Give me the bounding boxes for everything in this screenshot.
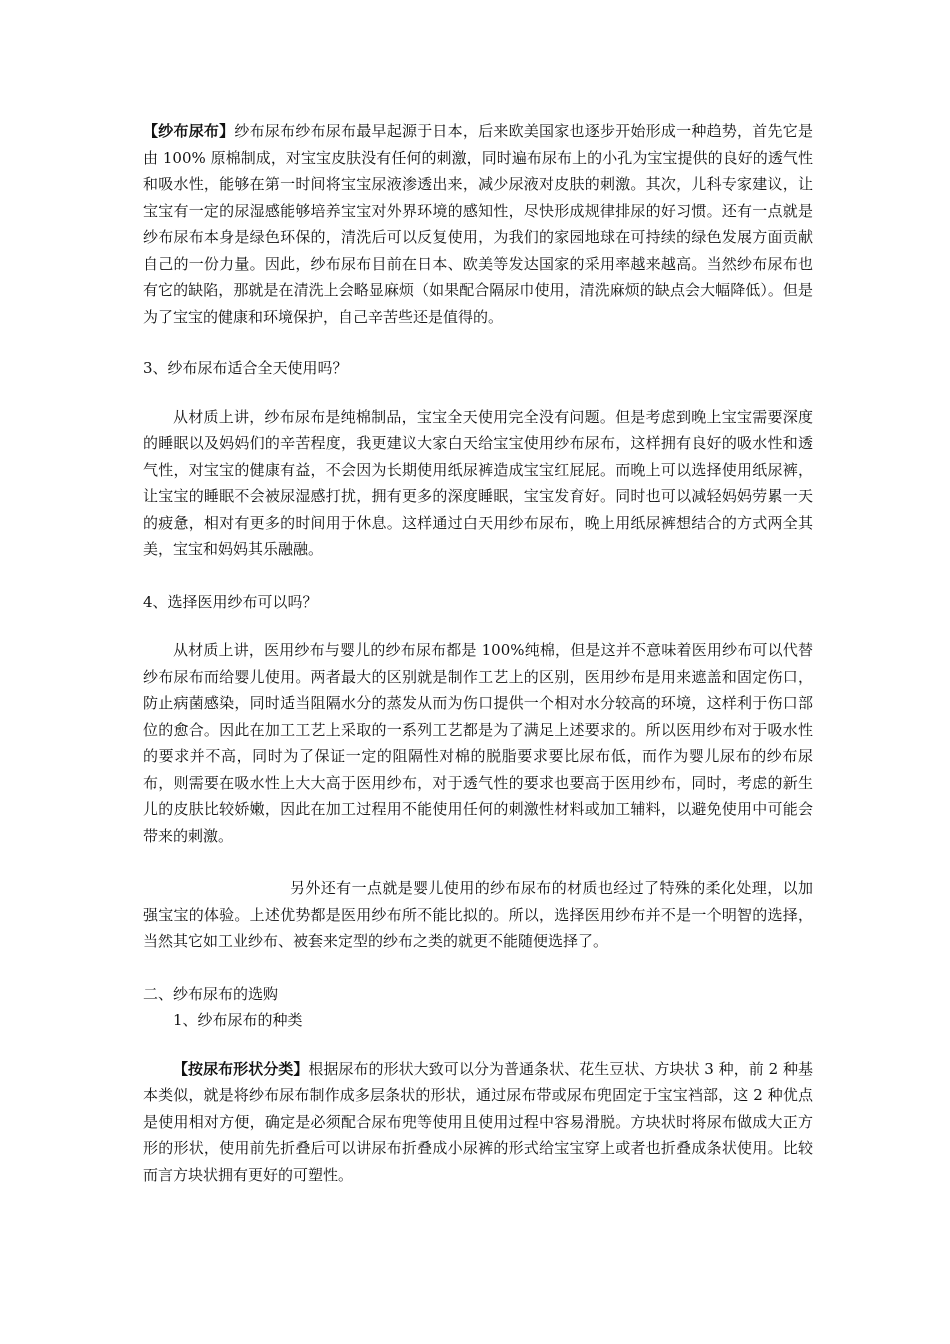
paragraph-text: 根据尿布的形状大致可以分为普通条状、花生豆状、方块状 3 种，前 2 种基本类似，就是将纱布尿布制作成多层条状的形状，通过尿布带或尿布兜固定于宝宝裆部，这 2 种优点是使用相对方便，确定是必须配合尿布兜等使用且使用过程中容易滑脱。方块状时将尿布做成大正方形的形状，使用前先折叠后可以讲尿布折叠成小尿裤的形式给宝宝穿上或者也折叠成条状使用。比较而言方块状拥有更好的可塑性。: [143, 1059, 813, 1184]
bracket-term: 【按尿布形状分类】: [173, 1059, 309, 1078]
heading-full-day-use: 3、纱布尿布适合全天使用吗？: [143, 359, 348, 377]
heading-diaper-types: 1、纱布尿布的种类: [173, 1011, 303, 1029]
paragraph-shape-classification: [143, 1056, 813, 1189]
bracket-term: 【纱布尿布】: [143, 122, 235, 140]
paragraph-text: 纱布尿布纱布尿布最早起源于日本，后来欧美国家也逐步开始形成一种趋势，首先它是由 100% 原棉制成，对宝宝皮肤没有任何的刺激，同时遍布尿布上的小孔为宝宝提供的良好的透气性和吸水性，能够在第一时间将宝宝尿液渗透出来，减少尿液对皮肤的刺激。其次，儿科专家建议，让宝宝有一定的尿湿感能够培养宝宝对外界环境的感知性，尽快形成规律排尿的好习惯。还有一点就是纱布尿布本身是绿色环保的，清洗后可以反复使用，为我们的家园地球在可持续的绿色发展方面贡献自己的一份力量。因此，纱布尿布目前在日本、欧美等发达国家的采用率越来越高。当然纱布尿布也有它的缺陷，那就是在清洗上会略显麻烦（如果配合隔尿巾使用，清洗麻烦的缺点会大幅降低）。但是为了宝宝的健康和环境保护，自己辛苦些还是值得的。: [143, 122, 813, 326]
heading-medical-gauze: 4、选择医用纱布可以吗？: [143, 592, 318, 611]
paragraph-gauze-diaper-intro: [143, 118, 813, 330]
document-page: [143, 118, 813, 1188]
heading-section-purchase: 二、纱布尿布的选购: [143, 984, 279, 1003]
paragraph-softening-treatment: 另外还有一点就是婴儿使用的纱布尿布的材质也经过了特殊的柔化处理，以加强宝宝的体验。上述优势都是医用纱布所不能比拟的。所以，选择医用纱布并不是一个明智的选择，当然其它如工业纱布、被套来定型的纱布之类的就更不能随便选择了。: [143, 879, 813, 950]
paragraph-full-day-use: 从材质上讲，纱布尿布是纯棉制品，宝宝全天使用完全没有问题。但是考虑到晚上宝宝需要深度的睡眠以及妈妈们的辛苦程度，我更建议大家白天给宝宝使用纱布尿布，这样拥有良好的吸水性和透气性，对宝宝的健康有益，不会因为长期使用纸尿裤造成宝宝红屁屁。而晚上可以选择使用纸尿裤，让宝宝的睡眠不会被尿湿感打扰，拥有更多的深度睡眠，宝宝发育好。同时也可以减轻妈妈劳累一天的疲惫，相对有更多的时间用于休息。这样通过白天用纱布尿布，晚上用纸尿裤想结合的方式两全其美，宝宝和妈妈其乐融融。: [143, 407, 813, 558]
paragraph-medical-gauze: 从材质上讲，医用纱布与婴儿的纱布尿布都是 100%纯棉，但是这并不意味着医用纱布可以代替纱布尿布而给婴儿使用。两者最大的区别就是制作工艺上的区别，医用纱布是用来遮盖和固定伤口，防止病菌感染，同时适当阻隔水分的蒸发从而为伤口提供一个相对水分较高的环境，这样利于伤口部位的愈合。因此在加工工艺上采取的一系列工艺都是为了满足上述要求的。所以医用纱布对于吸水性的要求并不高，同时为了保证一定的阻隔性对棉的脱脂要求要比尿布低，而作为婴儿尿布的纱布尿布，则需要在吸水性上大大高于医用纱布，对于透气性的要求也要高于医用纱布，同时，考虑的新生儿的皮肤比较娇嫩，因此在加工过程用不能使用任何的刺激性材料或加工辅料，以避免使用中可能会带来的刺激。: [143, 641, 813, 845]
